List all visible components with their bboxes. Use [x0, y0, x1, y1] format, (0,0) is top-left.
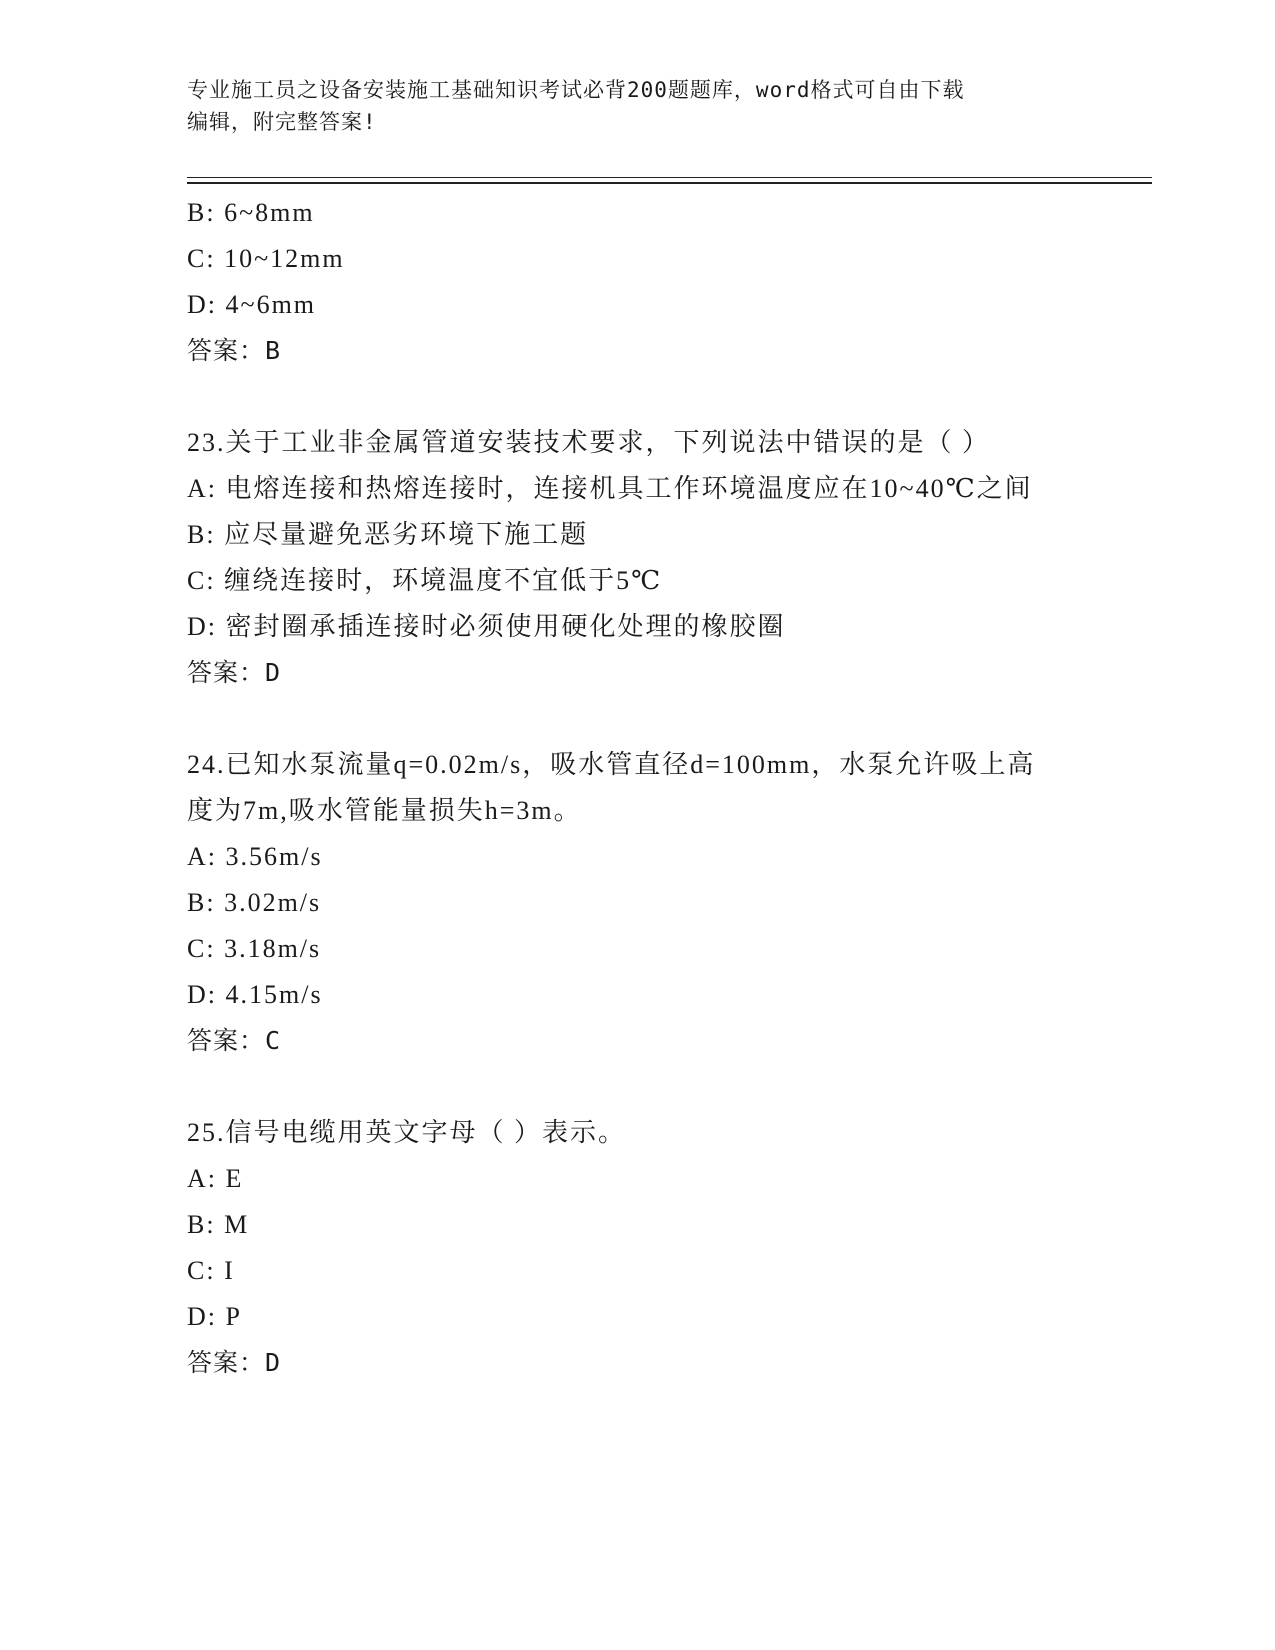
- question-block-24: [187, 742, 1067, 1064]
- option-c: C: 10~12mm: [187, 244, 345, 273]
- option-b: B: 6~8mm: [187, 198, 315, 227]
- question-text: 25.信号电缆用英文字母（ ）表示。: [187, 1118, 627, 1147]
- option-a: A: 3.56m/s: [187, 842, 323, 871]
- option-c: C: I: [187, 1256, 235, 1285]
- option-d: D: 4~6mm: [187, 290, 317, 319]
- option-c: C: 缠绕连接时，环境温度不宜低于5℃: [187, 566, 663, 595]
- option-d: D: 密封圈承插连接时必须使用硬化处理的橡胶圈: [187, 612, 786, 641]
- answer-line: 答案：C: [187, 1026, 282, 1055]
- answer-line: 答案：B: [187, 336, 282, 365]
- question-text: 24.已知水泵流量q=0.02m/s，吸水管直径d=100mm，水泵允许吸上高: [187, 750, 1036, 779]
- answer-line: 答案：D: [187, 658, 282, 687]
- option-a: A: E: [187, 1164, 244, 1193]
- question-block-25: [187, 1110, 1067, 1386]
- spacer: [187, 1064, 1067, 1110]
- option-d: D: 4.15m/s: [187, 980, 323, 1009]
- option-d: D: P: [187, 1302, 242, 1331]
- header-divider-thin: [187, 177, 1152, 178]
- question-block-prev: [187, 190, 1067, 374]
- answer-line: 答案：D: [187, 1348, 282, 1377]
- question-list: [187, 190, 1067, 1386]
- option-c: C: 3.18m/s: [187, 934, 322, 963]
- document-header: [187, 74, 1067, 138]
- question-text: 23.关于工业非金属管道安装技术要求，下列说法中错误的是（ ）: [187, 428, 991, 457]
- option-b: B: 3.02m/s: [187, 888, 322, 917]
- header-title-line-2: 编辑，附完整答案!: [187, 110, 377, 134]
- header-title-line-1: 专业施工员之设备安装施工基础知识考试必背200题题库，word格式可自由下载: [187, 78, 965, 102]
- question-block-23: [187, 420, 1067, 696]
- question-text-continued: 度为7m,吸水管能量损失h=3m。: [187, 796, 582, 825]
- option-a: A: 电熔连接和热熔连接时，连接机具工作环境温度应在10~40℃之间: [187, 474, 1033, 503]
- option-b: B: 应尽量避免恶劣环境下施工题: [187, 520, 589, 549]
- spacer: [187, 374, 1067, 420]
- header-divider-thick: [187, 182, 1152, 184]
- option-b: B: M: [187, 1210, 250, 1239]
- spacer: [187, 696, 1067, 742]
